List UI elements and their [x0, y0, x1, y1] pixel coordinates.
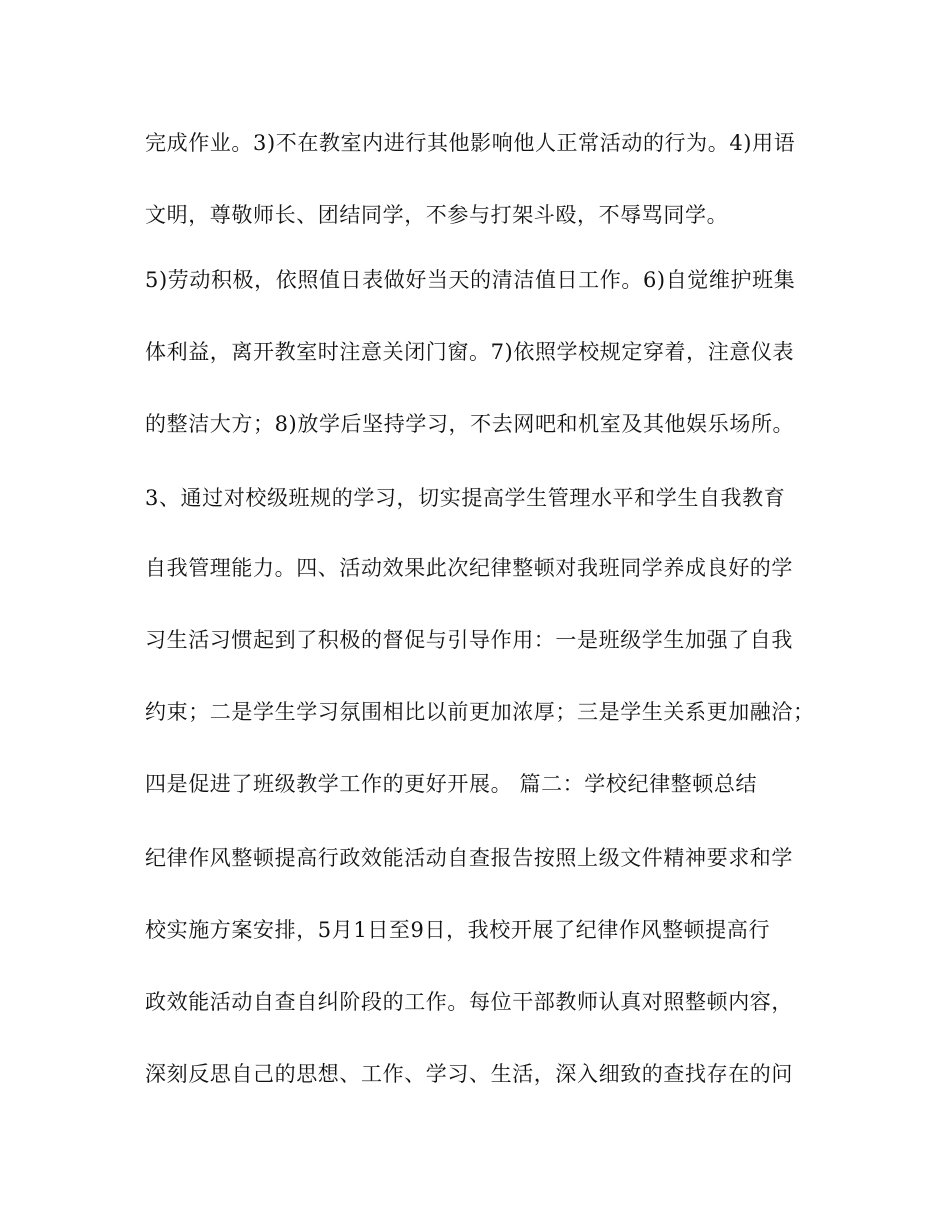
text-line-5: 的整洁大方；8)放学后坚持学习，不去网吧和机室及其他娱乐场所。 [145, 412, 795, 436]
text-line-7: 自我管理能力。四、活动效果此次纪律整顿对我班同学养成良好的学 [145, 556, 793, 580]
text-line-1: 完成作业。3)不在教室内进行其他影响他人正常活动的行为。4)用语 [145, 131, 796, 155]
text-line-9: 约束；二是学生学习氛围相比以前更加浓厚；三是学生关系更加融洽； [145, 700, 815, 724]
text-line-12: 校实施方案安排，5月1日至9日，我校开展了纪律作风整顿提高行 [145, 918, 771, 942]
text-line-6: 3、通过对校级班规的学习，切实提高学生管理水平和学生自我教育 [145, 486, 786, 510]
text-line-13: 政效能活动自查自纠阶段的工作。每位干部教师认真对照整顿内容， [145, 990, 793, 1014]
text-line-14: 深刻反思自己的思想、工作、学习、生活，深入细致的查找存在的问 [145, 1062, 793, 1086]
text-line-11: 纪律作风整顿提高行政效能活动自查报告按照上级文件精神要求和学 [145, 846, 793, 870]
text-line-3: 5)劳动积极，依照值日表做好当天的清洁值日工作。6)自觉维护班集 [145, 268, 796, 292]
text-line-2: 文明，尊敬师长、团结同学，不参与打架斗殴，不辱骂同学。 [145, 203, 729, 227]
text-line-10: 四是促进了班级教学工作的更好开展。 篇二：学校纪律整顿总结 [145, 772, 758, 796]
text-line-8: 习生活习惯起到了积极的督促与引导作用：一是班级学生加强了自我 [145, 628, 793, 652]
text-line-4: 体利益，离开教室时注意关闭门窗。7)依照学校规定穿着，注意仪表 [145, 340, 795, 364]
